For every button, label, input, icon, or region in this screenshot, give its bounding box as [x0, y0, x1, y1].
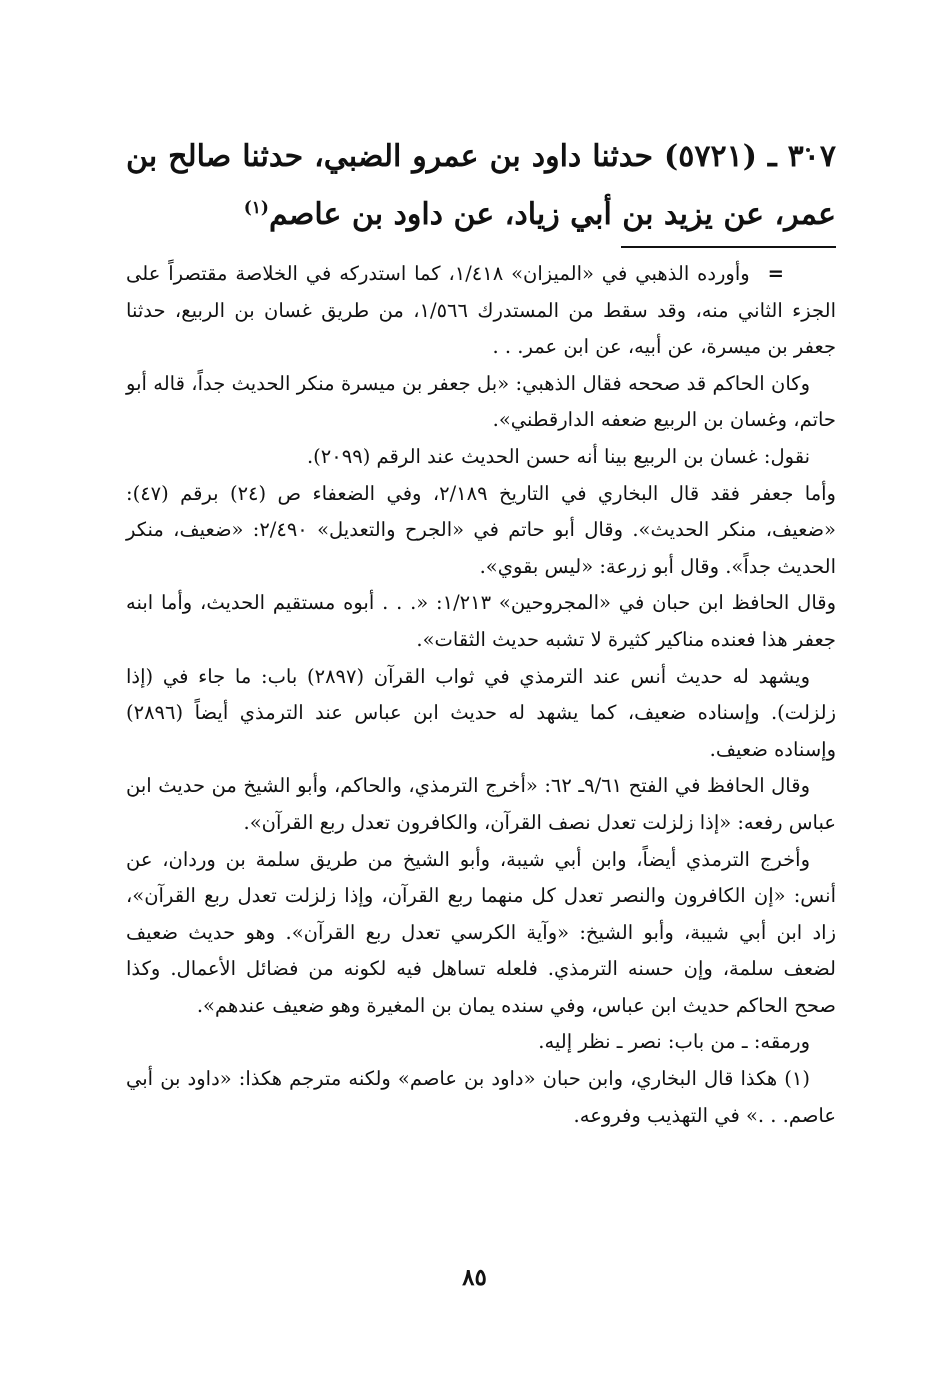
continuation-mark: =: [767, 262, 785, 285]
footnote-paragraph: وأخرج الترمذي أيضاً، وابن أبي شيبة، وأبو الشيخ من طريق سلمة بن وردان، عن أنس: «إن الكافرون والنصر تعدل كل منهما ربع القرآن، وإذا زلزلت تعدل ربع القرآن»، زاد ابن أبي شيبة، وأبو الشيخ: «وآية الكرسي تعدل ربع القرآن». وهو حديث ضعيف لضعف سلمة، وإن حسنه الترمذي. فلعله تساهل فيه لكونه من فضائل الأعمال. وكذا صحح الحاكم حديث ابن عباس، وفي سنده يمان بن المغيرة وهو ضعيف عندهم».: [126, 847, 836, 1017]
footnote-divider: [621, 246, 836, 248]
footnote-paragraph: ويشهد له حديث أنس عند الترمذي في ثواب القرآن (٢٨٩٧) باب: ما جاء في (إذا زلزلت). وإسناده ضعيف، كما يشهد له حديث ابن عباس عند الترمذي أيضاً (٢٨٩٦) وإسناده ضعيف.: [126, 664, 836, 761]
footnote-paragraph: نقول: غسان بن الربيع بينا أنه حسن الحديث عند الرقم (٢٠٩٩).: [306, 444, 810, 468]
page-body: [126, 128, 836, 1134]
page-number: ٨٥: [462, 1264, 487, 1291]
hadith-line-1: ٣٠٧ ـ (٥٧٢١) حدثنا داود بن عمرو الضبي، حدثنا: [242, 139, 837, 174]
footnote-p1: وأورده الذهبي في «الميزان» ١/٤١٨، كما استدركه في الخلاصة مقتصراً على الجزء الثاني منه، وقد سقط من المستدرك ١/٥٦٦، من طريق غسان بن الربيع، حدثنا جعفر بن ميسرة، عن أبيه، عن ابن عمر. . .: [126, 262, 836, 359]
footnote-paragraph: وقال الحافظ ابن حبان في «المجروحين» ١/٢١٣: «. . . أبوه مستقيم الحديث، وأما ابنه جعفر هذا فعنده مناكير كثيرة لا تشبه حديث الثقات».: [126, 591, 836, 651]
footnote-reference: (١): [243, 198, 269, 218]
hadith-line-2: صالح بن عمر، عن يزيد بن أبي زياد، عن داود بن عاصم: [126, 139, 836, 232]
footnote-paragraph: ورمقه: ـ من باب: نصر ـ نظر إليه.: [538, 1030, 810, 1054]
footnote-paragraph: وأما جعفر فقد قال البخاري في التاريخ ٢/١٨٩، وفي الضعفاء ص (٢٤) برقم (٤٧): «ضعيف، منكر الحديث». وقال أبو حاتم في «الجرح والتعديل» ٢/٤٩٠: «ضعيف، منكر الحديث جداً». وقال أبو زرعة: «ليس بقوي».: [126, 481, 836, 578]
footnotes-section: [126, 256, 836, 1134]
footnote-paragraph: وقال الحافظ في الفتح ٩/٦١ـ ٦٢: «أخرج الترمذي، والحاكم، وأبو الشيخ من حديث ابن عباس رفعه: «إذا زلزلت تعدل نصف القرآن، والكافرون تعدل ربع القرآن».: [126, 774, 836, 834]
footnote-paragraph: [126, 256, 836, 366]
footnote-paragraph: (١) هكذا قال البخاري، وابن حبان «داود بن عاصم» ولكنه مترجم هكذا: «داود بن أبي عاصم. . .» في التهذيب وفروعه.: [126, 1067, 836, 1127]
footnote-paragraph: وكان الحاكم قد صححه فقال الذهبي: «بل جعفر بن ميسرة منكر الحديث جداً، قاله أبو حاتم، وغسان بن الربيع ضعفه الدارقطني».: [126, 371, 836, 432]
hadith-text: [126, 128, 836, 244]
